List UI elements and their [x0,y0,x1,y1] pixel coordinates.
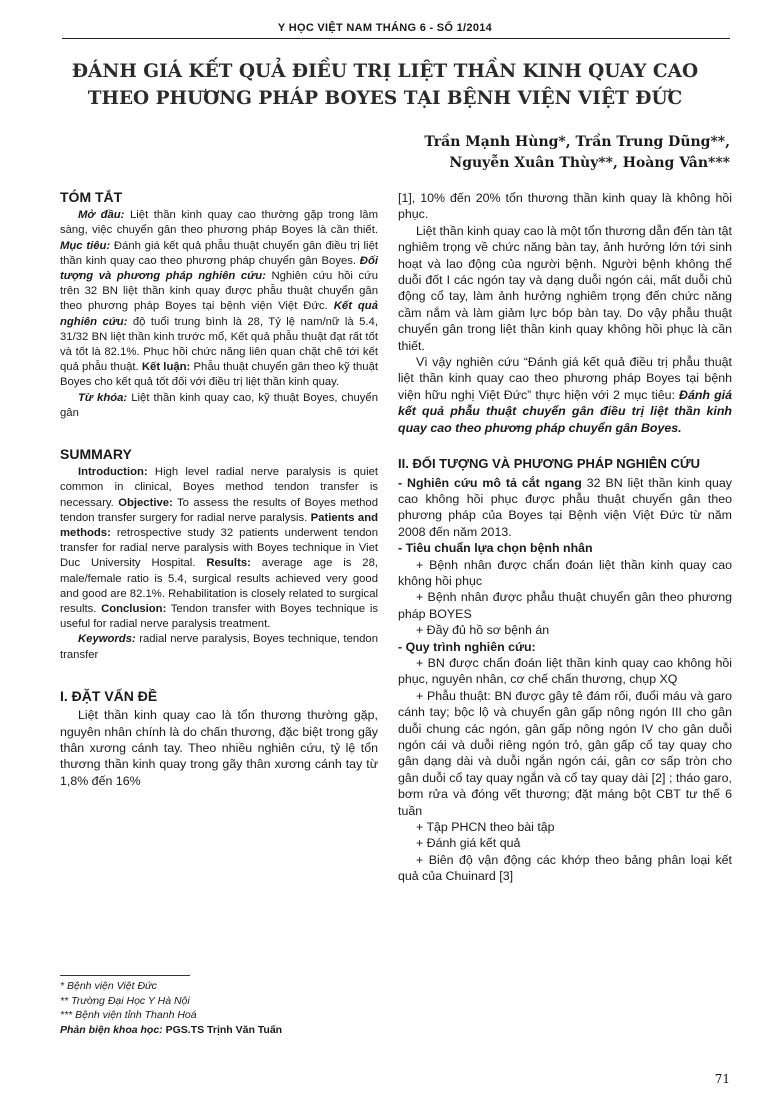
tomtat-objective-label: Mục tiêu: [60,239,111,252]
reviewer-label: Phản biện khoa học: [60,1023,166,1036]
tomtat-results-label: Kết quả nghiên cứu: [60,300,378,328]
criteria-item: + Bệnh nhân được chẩn đoán liệt thần kinh quay cao không hồi phục [398,557,732,588]
criteria-heading: - Tiêu chuẩn lựa chọn bệnh nhân [398,541,593,556]
reviewer-name: PGS.TS Trịnh Văn Tuấn [165,1023,283,1036]
section1-heading: I. ĐẶT VẤN ĐỀ [60,687,158,704]
tomtat-conclusion-label: Kết luận: [141,361,191,374]
header-rule [62,38,730,39]
tomtat-heading: TÓM TẮT [60,189,123,205]
page-number: 71 [714,1072,730,1086]
summary-conclusion-label: Conclusion: [101,603,167,616]
criteria-item: + Đầy đủ hồ sơ bệnh án [416,623,550,638]
tomtat-objective-text: Đánh giá kết quả phẫu thuật chuyển gân điều trị liệt thần kinh quay cao theo phương pháp chuyển gân Boyes. [60,239,378,267]
summary-methods-text: retrospective study 32 patients underwent tendon transfer for radial nerve paralysis with Boyes technique in Viet Duc University Hospital. [60,527,378,570]
right-column [398,190,732,885]
tomtat-intro-label: Mở đầu: [78,209,125,222]
author-list [310,132,730,174]
summary-keywords [60,632,378,662]
footnote-reviewer [60,1023,380,1038]
left-column [60,190,378,789]
process-item: + Biên độ vận động các khớp theo bảng phân loại kết quả của Chuinard [3] [398,852,732,884]
summary-methods-label: Patients and methods: [60,511,379,540]
footnote-affiliation-1: * Bệnh viện Việt Đức [60,980,157,992]
criteria-item: + Bệnh nhân được phẫu thuật chuyển gân theo phương pháp BOYES [398,590,732,621]
tomtat-methods-label: Đối tượng và phương pháp nghiên cứu: [60,254,378,283]
summary-results-text: average age is 28, male/female ratio is 5.4, surgical results achieved very good and good are 82.1%. Rehabilitation is closely related to surgical results. [60,557,378,616]
summary-intro-label: Introduction: [78,466,148,479]
section2-design-label: - Nghiên cứu mô tả cắt ngang [398,475,582,490]
section1-paragraph-2: Liệt thần kinh quay cao là một tổn thương dẫn đến tàn tật nghiêm trọng về chức năng bàn tay, ảnh hưởng lớn tới sinh hoạt và lao động của người bệnh. Người bệnh không thể duỗi đốt I các ngón tay và dạng duỗi ngón cái, mất duỗi chủ động cổ tay, làm ảnh hưởng nghiêm trọng đến chức năng cầm nắm và làm giảm lực bóp bàn tay. Do vậy phẫu thuật chuyển gân trong liệt thần kinh quay không hồi phục là cần thiết. [398,223,732,353]
section1-paragraph-3 [398,354,732,436]
article-title [60,58,710,112]
running-header: Y HỌC VIỆT NAM THÁNG 6 - SỐ 1/2014 [277,22,493,34]
section1-p3-objective: Đánh giá kết quả phẫu thuật chuyển gân điều trị liệt thần kinh quay cao theo phương pháp chuyển gân Boyes. [398,387,732,435]
footnote-rule [60,975,190,976]
tomtat-methods-text: Nghiên cứu hồi cứu trên 32 BN liệt thần kinh quay được phẫu thuật chuyển gân theo phương pháp Boyes tại bệnh viện Việt Đức. [60,270,378,313]
footnote-affiliation-2: ** Trường Đại Học Y Hà Nội [60,994,190,1007]
tomtat-keywords-text: Liệt thần kinh quay cao, kỹ thuật Boyes, chuyển gân [60,391,378,419]
section2-design-text: 32 BN liệt thần kinh quay cao không hồi phục được phẫu thuật chuyển gân theo phương pháp của Boyes tại Bệnh viện Việt Đức từ năm 2008 đến năm 2013. [398,475,732,539]
process-item: + Phẫu thuật: BN được gây tê đám rối, đuổi máu và garo cánh tay; bộc lộ và chuyển gân gấp nông ngón III cho gân duỗi chung các ngón, gân gấp nông ngón IV cho gân duỗi ngón cái và duỗi riêng ngón trỏ, gân gấp cổ tay quay cho gân dạng dài và duỗi ngắn ngón cái, gân cơ sấp tròn cho gân duỗi cổ tay quay ngắn và cổ tay quay dài [2] ; tháo garo, bơm rửa và đóng vết thương; đặt máng bột CBT tư thế 6 tuần [398,688,732,818]
section2-design [398,475,732,541]
authors-line-2: Nguyễn Xuân Thùy**, Hoàng Vân*** [449,155,730,171]
tomtat-intro-text: Liệt thần kinh quay cao thường gặp trong lâm sàng, việc chuyển gân theo phương pháp Boyes là cần thiết. [60,209,378,237]
section1-paragraph-1-cont: [1], 10% đến 20% tổn thương thần kinh quay là không hồi phục. [398,191,732,222]
footnote-affiliation-3: *** Bệnh viện tỉnh Thanh Hoá [60,1009,197,1021]
summary-keywords-text: radial nerve paralysis, Boyes technique, tendon transfer [60,633,378,661]
summary-intro-text: High level radial nerve paralysis is quiet common in clinical, Boyes method tendon transfer is necessary. [60,466,378,509]
title-line-2: THEO PHƯƠNG PHÁP BOYES TẠI BỆNH VIỆN VIỆT ĐỨC [87,88,683,109]
summary-objective-text: To assess the results of Boyes method tendon transfer surgery for radial nerve paralysis. [60,496,378,524]
process-item: + Đánh giá kết quả [416,836,521,851]
section1-p3-text: Vì vậy nghiên cứu “Đánh giá kết quả điều trị phẫu thuật liệt thần kinh quay cao theo phương pháp Boyes tại bệnh viện hữu nghị Việt Đức” thực hiện với 2 mục tiêu: [398,355,732,402]
tomtat-conclusion-text: Phẫu thuật chuyển gân theo kỹ thuật Boyes cho kết quả tốt đối với điều trị liệt thần kinh quay. [60,361,378,389]
footnotes [60,975,380,1037]
summary-conclusion-text: Tendon transfer with Boyes technique is useful for radial nerve paralysis treatment. [60,603,378,631]
section2-heading: II. ĐỐI TƯỢNG VÀ PHƯƠNG PHÁP NGHIÊN CỨU [398,456,701,472]
process-item: + Tập PHCN theo bài tập [416,820,555,835]
tomtat-results-text: độ tuổi trung bình là 28, Tỷ lệ nam/nữ là 5.4, 31/32 BN liệt thần kinh trước mổ, Kết quả phẫu thuật đạt rất tốt và tốt là 82.1%. Phục hồi chức năng liên quan chặt chẽ tới kết quả phẫu thuật. [60,315,378,374]
summary-objective-label: Objective: [118,496,173,509]
tomtat-abstract [60,208,378,390]
summary-results-label: Results: [206,557,251,570]
summary-heading: SUMMARY [60,446,132,463]
authors-line-1: Trần Mạnh Hùng*, Trần Trung Dũng**, [424,134,730,150]
process-heading: - Quy trình nghiên cứu: [398,639,536,654]
tomtat-keywords [60,391,378,421]
summary-abstract [60,465,378,632]
tomtat-keywords-label: Từ khóa: [78,391,128,404]
summary-keywords-label: Keywords: [78,633,136,646]
process-item: + BN được chẩn đoán liệt thần kinh quay cao không hồi phục, nguyên nhân, cơ chế chấn thương, chụp XQ [398,655,732,687]
section1-paragraph-1: Liệt thần kinh quay cao là tổn thương thường gặp, nguyên nhân chính là do chấn thương, đặc biệt trong gãy thân xương cánh tay. Theo nhiều nghiên cứu, tỷ lệ tổn thương thần kinh quay trong gãy thân xương cánh tay từ 1,8% đến 16% [60,708,378,788]
title-line-1: ĐÁNH GIÁ KẾT QUẢ ĐIỀU TRỊ LIỆT THẦN KINH QUAY CAO [71,61,699,82]
